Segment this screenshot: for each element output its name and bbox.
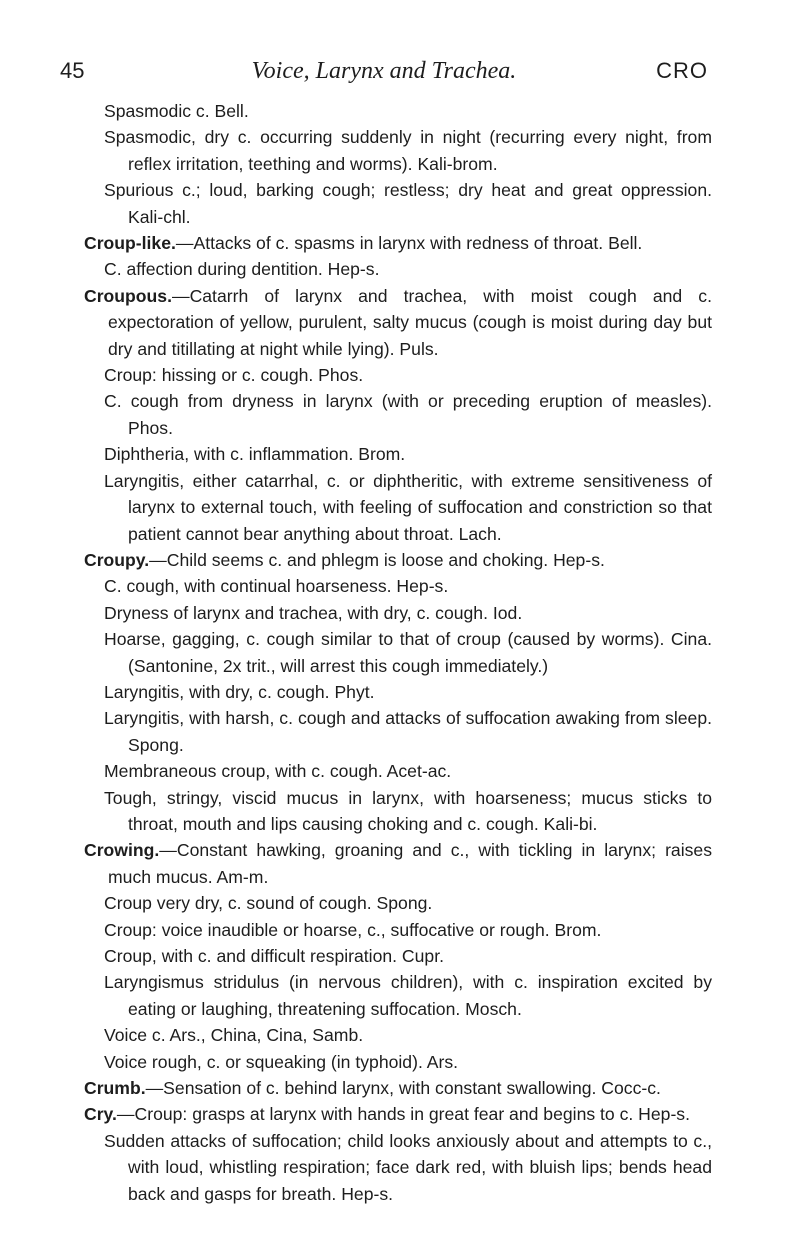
entry-text: Croup: voice inaudible or hoarse, c., suffocative or rough. Brom. [104, 919, 602, 940]
sub-entry [104, 785, 712, 838]
entry-text: Laryngitis, either catarrhal, c. or diphtheritic, with extreme sensitiveness of larynx to external touch, with feeling of suffocation and constriction so that patient cannot bear anything about throat. Lach. [104, 470, 712, 544]
entry-text: Membraneous croup, with c. cough. Acet-ac. [104, 761, 452, 782]
entry-heading: Croupy. [84, 549, 150, 570]
entry-text: Voice rough, c. or squeaking (in typhoid). Ars. [104, 1051, 459, 1072]
main-entry [84, 230, 712, 256]
sub-entry [104, 124, 712, 177]
entry-heading: Crowing. [84, 840, 160, 861]
entry-text: Hoarse, gagging, c. cough similar to that of croup (caused by worms). Cina. (Santonine, 2x trit., will arrest this cough immediately.) [104, 629, 712, 676]
sub-entry [104, 705, 712, 758]
sub-entry [104, 969, 712, 1022]
sub-entry [104, 1022, 712, 1048]
sub-entry [104, 98, 712, 124]
entry-heading: Crumb. [84, 1078, 146, 1099]
sub-entry [104, 890, 712, 916]
sub-entry [104, 468, 712, 547]
main-entry [84, 283, 712, 362]
entry-text: Laryngismus stridulus (in nervous children), with c. inspiration excited by eating or laughing, threatening suffocation. Mosch. [104, 972, 712, 1019]
entry-text: Spasmodic c. Bell. [104, 101, 249, 121]
page-header [60, 58, 708, 86]
sub-entry [104, 1128, 712, 1207]
sub-entry [104, 573, 712, 599]
entry-text: Spasmodic, dry c. occurring suddenly in night (recurring every night, from reflex irritation, teething and worms). Kali-brom. [104, 127, 712, 174]
sub-entry [104, 679, 712, 705]
sub-entry [104, 256, 712, 282]
sub-entry [104, 943, 712, 969]
entry-text: Laryngitis, with harsh, c. cough and attacks of suffocation awaking from sleep. Spong. [104, 708, 712, 755]
entry-text: C. cough, with continual hoarseness. Hep-s. [104, 576, 449, 597]
guide-word: CRO [656, 58, 708, 83]
entry-text: Croup very dry, c. sound of cough. Spong. [104, 893, 433, 914]
entry-text: Croup, with c. and difficult respiration. Cupr. [104, 946, 444, 966]
main-entry [84, 547, 712, 573]
sub-entry [104, 758, 712, 784]
entry-text: Voice c. Ars., China, Cina, Samb. [104, 1025, 364, 1046]
main-entry [84, 1101, 712, 1127]
entry-text: Sudden attacks of suffocation; child looks anxiously about and attempts to c., with loud, whistling respiration; face dark red, with bluish lips; bends head back and gasps for breath. Hep-s. [104, 1130, 712, 1204]
entry-text: —Croup: grasps at larynx with hands in great fear and begins to c. Hep-s. [116, 1104, 690, 1125]
entry-text: —Sensation of c. behind larynx, with constant swallowing. Cocc-c. [145, 1078, 661, 1099]
sub-entry [104, 362, 712, 388]
sub-entry [104, 388, 712, 441]
sub-entry [104, 917, 712, 943]
main-entry [84, 837, 712, 890]
entry-text: —Constant hawking, groaning and c., with tickling in larynx; raises much mucus. Am-m. [108, 840, 712, 887]
page-number: 45 [60, 58, 85, 83]
running-title: Voice, Larynx and Trachea. [251, 58, 517, 84]
entry-text: —Attacks of c. spasms in larynx with redness of throat. Bell. [175, 233, 643, 254]
entry-text: Spurious c.; loud, barking cough; restless; dry heat and great oppression. Kali-chl. [104, 180, 712, 227]
sub-entry [104, 626, 712, 679]
entry-text: Dryness of larynx and trachea, with dry, c. cough. Iod. [104, 602, 523, 623]
entry-heading: Cry. [84, 1104, 117, 1125]
entry-text: Laryngitis, with dry, c. cough. Phyt. [104, 681, 375, 702]
entry-text: —Catarrh of larynx and trachea, with moist cough and c. expectoration of yellow, purulent, salty mucus (cough is moist during day but dry and titillating at night while lying). Puls. [108, 285, 712, 359]
entry-text: Croup: hissing or c. cough. Phos. [104, 365, 364, 386]
entry-text: C. affection during dentition. Hep-s. [104, 259, 380, 280]
entry-heading: Croup-like. [84, 233, 176, 254]
entry-text: C. cough from dryness in larynx (with or preceding eruption of measles). Phos. [104, 391, 712, 438]
entry-text: —Child seems c. and phlegm is loose and choking. Hep-s. [149, 549, 605, 570]
sub-entry [104, 600, 712, 626]
page-body [84, 98, 712, 1207]
sub-entry [104, 441, 712, 467]
sub-entry [104, 177, 712, 230]
entry-heading: Croupous. [84, 285, 172, 306]
main-entry [84, 1075, 712, 1101]
entry-text: Tough, stringy, viscid mucus in larynx, with hoarseness; mucus sticks to throat, mouth and lips causing choking and c. cough. Kali-bi. [104, 787, 712, 834]
sub-entry [104, 1049, 712, 1075]
entry-text: Diphtheria, with c. inflammation. Brom. [104, 444, 406, 465]
